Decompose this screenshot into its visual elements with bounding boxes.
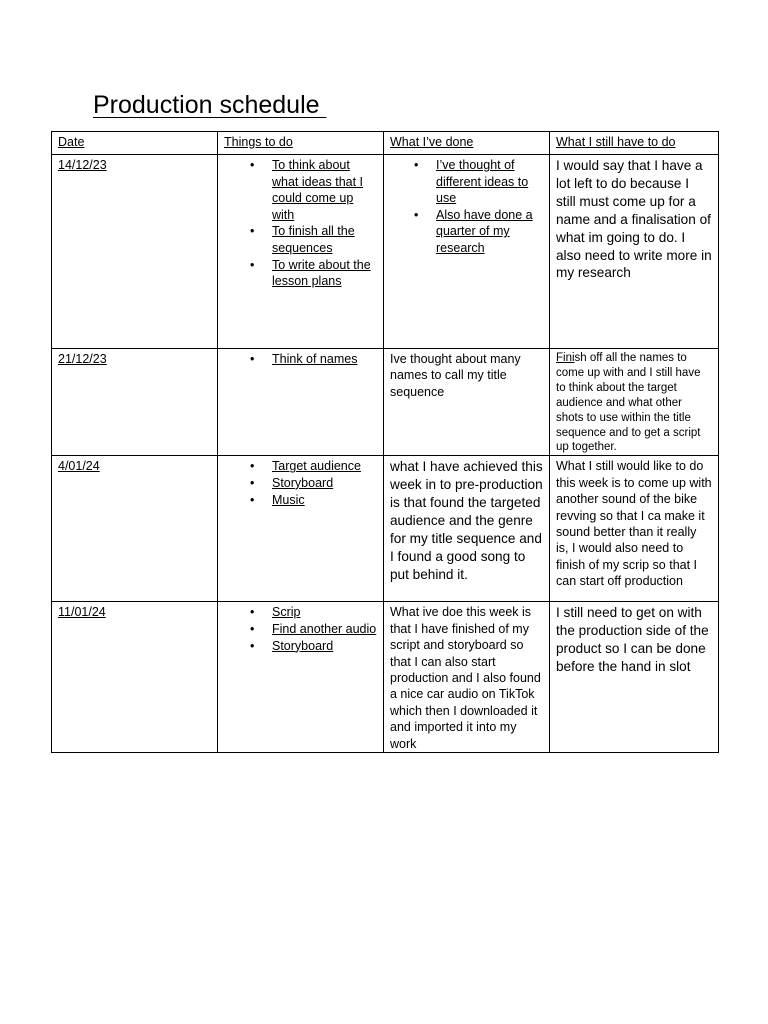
list-item: • To write about the lesson plans <box>272 257 377 290</box>
date-cell: 11/01/24 <box>52 602 218 753</box>
date-cell: 21/12/23 <box>52 349 218 456</box>
done-cell: What ive doe this week is that I have finished of my script and storyboard so that I can also start production and I also found a nice car audio on TikTok which then I downloaded it and imported it into my work <box>384 602 550 753</box>
table-row <box>52 456 719 602</box>
date-cell: 4/01/24 <box>52 456 218 602</box>
done-cell <box>384 155 550 349</box>
list-item: • To finish all the sequences <box>272 223 377 256</box>
list-item: • Scrip <box>272 604 377 621</box>
header-what-ive-done: What I’ve done <box>384 132 550 155</box>
todo-cell <box>218 602 384 753</box>
todo-cell <box>218 456 384 602</box>
header-date: Date <box>52 132 218 155</box>
list-item: • Target audience <box>272 458 377 475</box>
page-title: Production schedule <box>93 91 327 119</box>
remaining-cell: I still need to get on with the production side of the product so I can be done before the hand in slot <box>550 602 719 753</box>
todo-cell <box>218 155 384 349</box>
table-row <box>52 349 719 456</box>
done-cell: what I have achieved this week in to pre-production is that found the targeted audience and the genre for my title sequence and I found a good song to put behind it. <box>384 456 550 602</box>
list-item: • I’ve thought of different ideas to use <box>436 157 543 207</box>
done-cell: Ive thought about many names to call my title sequence <box>384 349 550 456</box>
list-item: • Music <box>272 492 377 509</box>
header-things-to-do: Things to do <box>218 132 384 155</box>
table-row <box>52 155 719 349</box>
list-item: • Also have done a quarter of my research <box>436 207 543 257</box>
table-header-row <box>52 132 719 155</box>
list-item: • Find another audio <box>272 621 377 638</box>
remaining-cell: I would say that I have a lot left to do because I still must come up for a name and a finalisation of what im going to do. I also need to write more in my research <box>550 155 719 349</box>
todo-cell <box>218 349 384 456</box>
remaining-cell: Finish off all the names to come up with and I still have to think about the target audience and what other shots to use within the title sequence and to get a script up together. <box>550 349 719 456</box>
date-cell: 14/12/23 <box>52 155 218 349</box>
list-item: • Storyboard <box>272 638 377 655</box>
header-still-to-do: What I still have to do <box>550 132 719 155</box>
list-item: • To think about what ideas that I could come up with <box>272 157 377 223</box>
table-row <box>52 602 719 753</box>
list-item: • Think of names <box>272 351 377 368</box>
production-schedule-table <box>51 131 719 753</box>
remaining-cell: What I still would like to do this week is to come up with another sound of the bike revving so that I ca make it sound better than it really is, I would also need to finish of my scrip so that I can start off production <box>550 456 719 602</box>
list-item: • Storyboard <box>272 475 377 492</box>
